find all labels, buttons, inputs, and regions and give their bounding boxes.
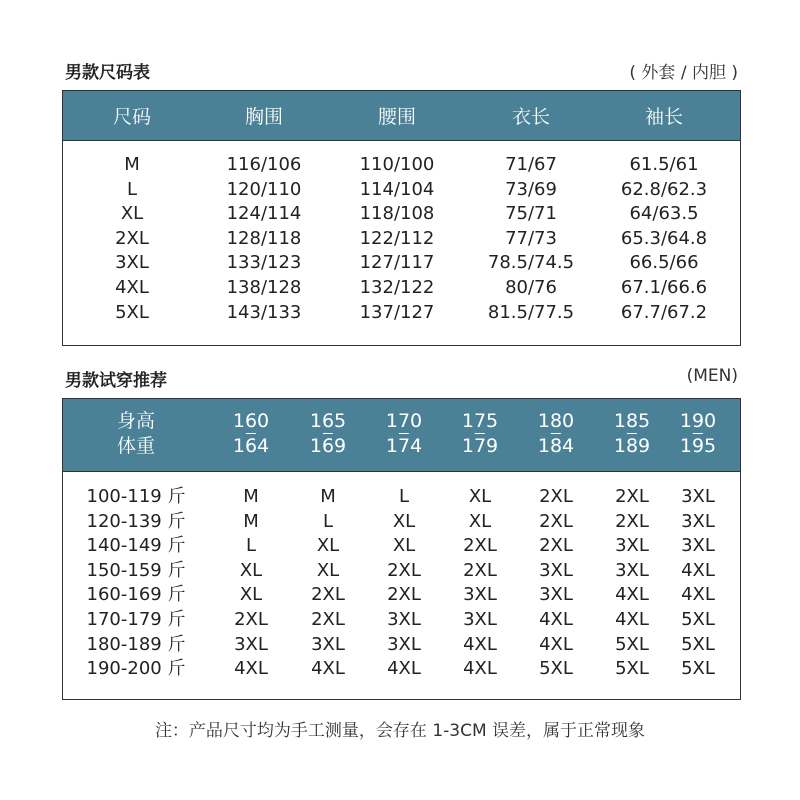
size-cell: 2XL: [234, 609, 268, 630]
table-cell: 77/73: [505, 227, 557, 249]
table-cell: 3XL: [115, 252, 149, 274]
height-max: 184: [537, 435, 575, 457]
size-cell: L: [245, 535, 257, 557]
table-cell: 80/76: [505, 277, 557, 298]
size-cell: 3XL: [539, 584, 573, 606]
size-cell: 3XL: [681, 486, 715, 507]
size-cell: XL: [239, 584, 263, 606]
size-cell: XL: [468, 486, 492, 507]
size-cell: 3XL: [681, 535, 715, 557]
table-cell: 67.7/67.2: [620, 301, 708, 323]
table-cell: 124/114: [226, 203, 302, 225]
height-range-header: [386, 409, 422, 459]
height-max: 174: [385, 435, 423, 457]
table-cell: 2XL: [115, 227, 149, 249]
height-max: 164: [232, 435, 270, 457]
height-min: 175: [461, 410, 499, 432]
table-cell: 66.5/66: [629, 252, 699, 274]
fit-table-header: [63, 399, 740, 472]
size-cell: L: [398, 486, 410, 507]
size-cell: L: [322, 510, 334, 532]
weight-label: 140-149 斤: [86, 535, 186, 557]
table-cell: 75/71: [505, 203, 557, 225]
size-cell: 2XL: [539, 486, 573, 507]
table-cell: 118/108: [359, 203, 435, 225]
table-cell: 116/106: [226, 154, 302, 175]
size-cell: 2XL: [463, 535, 497, 557]
size-cell: 5XL: [615, 633, 649, 655]
table-cell: 132/122: [359, 277, 435, 298]
table-cell: 73/69: [505, 178, 557, 200]
column-header: 袖长: [644, 106, 684, 128]
height-min: 190: [679, 410, 717, 432]
table-cell: 61.5/61: [629, 154, 699, 175]
size-cell: 2XL: [615, 486, 649, 507]
size-cell: XL: [392, 510, 416, 532]
size-cell: 2XL: [387, 584, 421, 606]
size-cell: M: [320, 486, 336, 507]
size-table-title: 男款尺码表: [65, 63, 150, 83]
table-cell: 64/63.5: [629, 203, 699, 225]
table-cell: 137/127: [359, 301, 435, 323]
corner-label: 体重: [116, 435, 156, 457]
column-header: 衣长: [511, 106, 551, 128]
table-cell: 81.5/77.5: [487, 301, 575, 323]
height-min: 160: [232, 410, 270, 432]
fit-table-title: 男款试穿推荐: [65, 371, 167, 391]
table-cell: 120/110: [226, 178, 302, 200]
height-min: 185: [613, 410, 651, 432]
column-header: 胸围: [244, 106, 284, 128]
size-cell: 4XL: [615, 584, 649, 606]
size-cell: 4XL: [234, 658, 268, 680]
size-cell: 2XL: [539, 535, 573, 557]
size-cell: 4XL: [387, 658, 421, 680]
size-cell: M: [243, 486, 259, 507]
table-cell: 71/67: [505, 154, 557, 175]
size-cell: 4XL: [539, 633, 573, 655]
size-cell: 5XL: [681, 609, 715, 630]
column-header: 腰围: [377, 106, 417, 128]
size-cell: 4XL: [681, 559, 715, 581]
size-table-header: [63, 91, 740, 141]
height-max: 179: [461, 435, 499, 457]
table-cell: 127/117: [359, 252, 435, 274]
fit-table: [62, 398, 741, 700]
weight-label: 150-159 斤: [86, 559, 186, 581]
corner-label: 身高: [116, 410, 156, 432]
weight-label: 190-200 斤: [86, 658, 186, 680]
size-cell: 4XL: [463, 633, 497, 655]
footnote: 注：产品尺寸均为手工测量，会存在 1-3CM 误差，属于正常现象: [154, 721, 646, 741]
size-cell: 3XL: [681, 510, 715, 532]
size-cell: 4XL: [681, 584, 715, 606]
height-weight-label: [117, 409, 155, 459]
column-header: 尺码: [112, 106, 152, 128]
size-cell: 3XL: [615, 535, 649, 557]
size-cell: 4XL: [311, 658, 345, 680]
height-range-header: [680, 409, 716, 459]
height-range-header: [233, 409, 269, 459]
table-cell: 4XL: [115, 277, 149, 298]
size-table: [62, 90, 741, 346]
size-cell: 2XL: [615, 510, 649, 532]
size-cell: XL: [239, 559, 263, 581]
size-cell: XL: [316, 535, 340, 557]
table-cell: M: [124, 154, 140, 175]
size-cell: 4XL: [539, 609, 573, 630]
table-cell: XL: [120, 203, 144, 225]
size-cell: 3XL: [387, 633, 421, 655]
table-cell: 65.3/64.8: [620, 227, 708, 249]
height-min: 170: [385, 410, 423, 432]
fit-table-subtitle: (MEN): [686, 366, 738, 386]
size-cell: 5XL: [539, 658, 573, 680]
height-range-header: [310, 409, 346, 459]
table-cell: 143/133: [226, 301, 302, 323]
table-cell: 128/118: [226, 227, 302, 249]
size-cell: 4XL: [615, 609, 649, 630]
table-cell: 110/100: [359, 154, 435, 175]
size-cell: 5XL: [681, 633, 715, 655]
table-cell: L: [126, 178, 138, 200]
size-cell: XL: [468, 510, 492, 532]
size-cell: 2XL: [387, 559, 421, 581]
weight-label: 120-139 斤: [86, 510, 186, 532]
table-cell: 133/123: [226, 252, 302, 274]
size-cell: 2XL: [311, 609, 345, 630]
size-cell: 3XL: [311, 633, 345, 655]
table-cell: 5XL: [115, 301, 149, 323]
weight-label: 170-179 斤: [86, 609, 186, 630]
size-cell: 2XL: [311, 584, 345, 606]
size-cell: 3XL: [539, 559, 573, 581]
weight-label: 100-119 斤: [86, 486, 186, 507]
table-cell: 122/112: [359, 227, 435, 249]
size-table-subtitle: ( 外套 / 内胆 ): [629, 63, 738, 83]
height-range-header: [538, 409, 574, 459]
weight-label: 160-169 斤: [86, 584, 186, 606]
size-cell: 3XL: [234, 633, 268, 655]
size-cell: 4XL: [463, 658, 497, 680]
height-range-header: [614, 409, 650, 459]
size-cell: 3XL: [387, 609, 421, 630]
size-cell: 5XL: [615, 658, 649, 680]
table-cell: 67.1/66.6: [620, 277, 708, 298]
size-cell: 3XL: [463, 609, 497, 630]
table-cell: 138/128: [226, 277, 302, 298]
size-cell: 2XL: [539, 510, 573, 532]
height-min: 165: [309, 410, 347, 432]
size-cell: 5XL: [681, 658, 715, 680]
height-max: 169: [309, 435, 347, 457]
size-cell: 3XL: [615, 559, 649, 581]
height-min: 180: [537, 410, 575, 432]
table-cell: 62.8/62.3: [620, 178, 708, 200]
table-cell: 78.5/74.5: [487, 252, 575, 274]
size-cell: M: [243, 510, 259, 532]
table-cell: 114/104: [359, 178, 435, 200]
size-cell: 3XL: [463, 584, 497, 606]
weight-label: 180-189 斤: [86, 633, 186, 655]
height-max: 195: [679, 435, 717, 457]
height-range-header: [462, 409, 498, 459]
height-max: 189: [613, 435, 651, 457]
size-cell: XL: [392, 535, 416, 557]
size-cell: XL: [316, 559, 340, 581]
size-cell: 2XL: [463, 559, 497, 581]
